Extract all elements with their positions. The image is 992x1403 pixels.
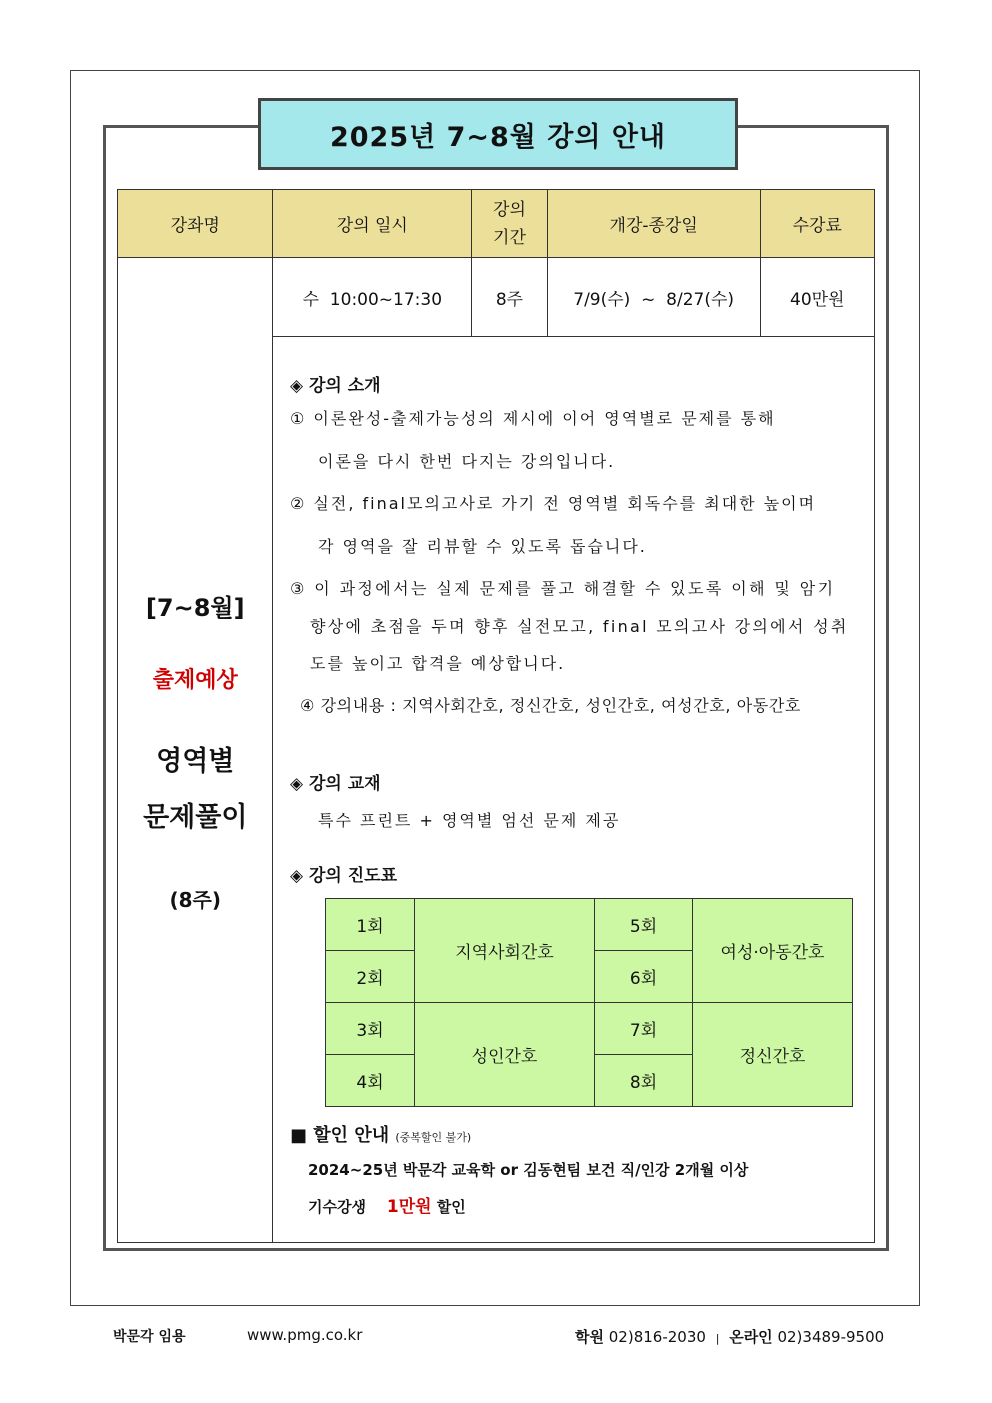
- course-name-cell: [118, 258, 273, 1243]
- schedule-heading: ◈ 강의 진도표: [290, 866, 398, 886]
- session-3: 3회: [326, 1003, 415, 1055]
- topic-women-child-nursing: 여성·아동간호: [693, 899, 853, 1003]
- footer-academy-label: 학원: [575, 1328, 604, 1346]
- schedule-row-1: [326, 899, 853, 951]
- course-info-row: [118, 258, 875, 337]
- discount-line-1: 2024~25년 박문각 교육학 or 김동현팀 보건 직/인강 2개월 이상: [308, 1161, 749, 1179]
- intro-item-3-line1: ③ 이 과정에서는 실제 문제를 풀고 해결할 수 있도록 이해 및 암기: [290, 579, 836, 598]
- course-weeks: (8주): [169, 887, 221, 912]
- lecture-time-value: 수 10:00~17:30: [273, 258, 472, 337]
- footer-contacts: [575, 1326, 884, 1347]
- session-6: 6회: [595, 951, 693, 1003]
- intro-item-4: ④ 강의내용 : 지역사회간호, 정신간호, 성인간호, 여성간호, 아동간호: [300, 696, 801, 715]
- session-7: 7회: [595, 1003, 693, 1055]
- schedule-table: [325, 898, 853, 1107]
- page-title-text: 2025년 7~8월 강의 안내: [329, 121, 667, 153]
- header-dates: 개강-종강일: [547, 190, 760, 258]
- header-duration: 강의 기간: [472, 190, 548, 258]
- textbook-heading: ◈ 강의 교재: [290, 774, 381, 794]
- duration-value: 8주: [472, 258, 548, 337]
- discount-amount: 1만원: [386, 1197, 432, 1217]
- discount-heading-text: ■ 할인 안내: [290, 1125, 390, 1146]
- session-1: 1회: [326, 899, 415, 951]
- topic-adult-nursing: 성인간호: [415, 1003, 595, 1107]
- intro-item-2-line2: 각 영역을 잘 리뷰할 수 있도록 돕습니다.: [318, 537, 647, 556]
- footer-academy-phone: 02)816-2030: [608, 1328, 706, 1346]
- page-title: [258, 98, 738, 170]
- footer-brand: 박문각 임용: [113, 1329, 186, 1345]
- course-title-line2: 문제풀이: [143, 801, 248, 833]
- intro-item-3-line2: 향상에 초점을 두며 향후 실전모고, final 모의고사 강의에서 성취: [310, 617, 849, 636]
- intro-item-2-line1: ② 실전, final모의고사로 가기 전 영역별 회독수를 최대한 높이며: [290, 494, 817, 513]
- discount-note: (중복할인 불가): [395, 1131, 472, 1144]
- intro-item-3-line3: 도를 높이고 합격을 예상합니다.: [310, 654, 566, 673]
- course-period: [7~8월]: [145, 593, 245, 622]
- topic-community-nursing: 지역사회간호: [415, 899, 595, 1003]
- schedule-row-3: [326, 1003, 853, 1055]
- session-2: 2회: [326, 951, 415, 1003]
- textbook-text: 특수 프린트 + 영역별 엄선 문제 제공: [318, 811, 621, 830]
- session-8: 8회: [595, 1055, 693, 1107]
- session-4: 4회: [326, 1055, 415, 1107]
- intro-item-1-line1: ① 이론완성-출제가능성의 제시에 이어 영역별로 문제를 통해: [290, 409, 776, 428]
- session-5: 5회: [595, 899, 693, 951]
- topic-mental-nursing: 정신간호: [693, 1003, 853, 1107]
- course-tag: 출제예상: [152, 667, 238, 693]
- footer-online-label: 온라인: [729, 1328, 773, 1346]
- discount-suffix: 할인: [436, 1198, 466, 1216]
- footer: [0, 1326, 992, 1346]
- discount-heading: [290, 1121, 471, 1147]
- course-title-line1: 영역별: [156, 745, 235, 777]
- discount-target: 기수강생: [308, 1198, 366, 1216]
- header-fee: 수강료: [760, 190, 875, 258]
- footer-separator: |: [715, 1332, 720, 1345]
- discount-line-2: [308, 1192, 466, 1217]
- intro-heading: ◈ 강의 소개: [290, 376, 381, 396]
- intro-item-1-line2: 이론을 다시 한번 다지는 강의입니다.: [318, 452, 616, 471]
- header-course-name: 강좌명: [118, 190, 273, 258]
- fee-value: 40만원: [760, 258, 875, 337]
- footer-url[interactable]: www.pmg.co.kr: [247, 1326, 363, 1344]
- table-header-row: [118, 190, 875, 258]
- header-lecture-time: 강의 일시: [273, 190, 472, 258]
- dates-value: 7/9(수) ~ 8/27(수): [547, 258, 760, 337]
- footer-online-phone: 02)3489-9500: [777, 1328, 885, 1346]
